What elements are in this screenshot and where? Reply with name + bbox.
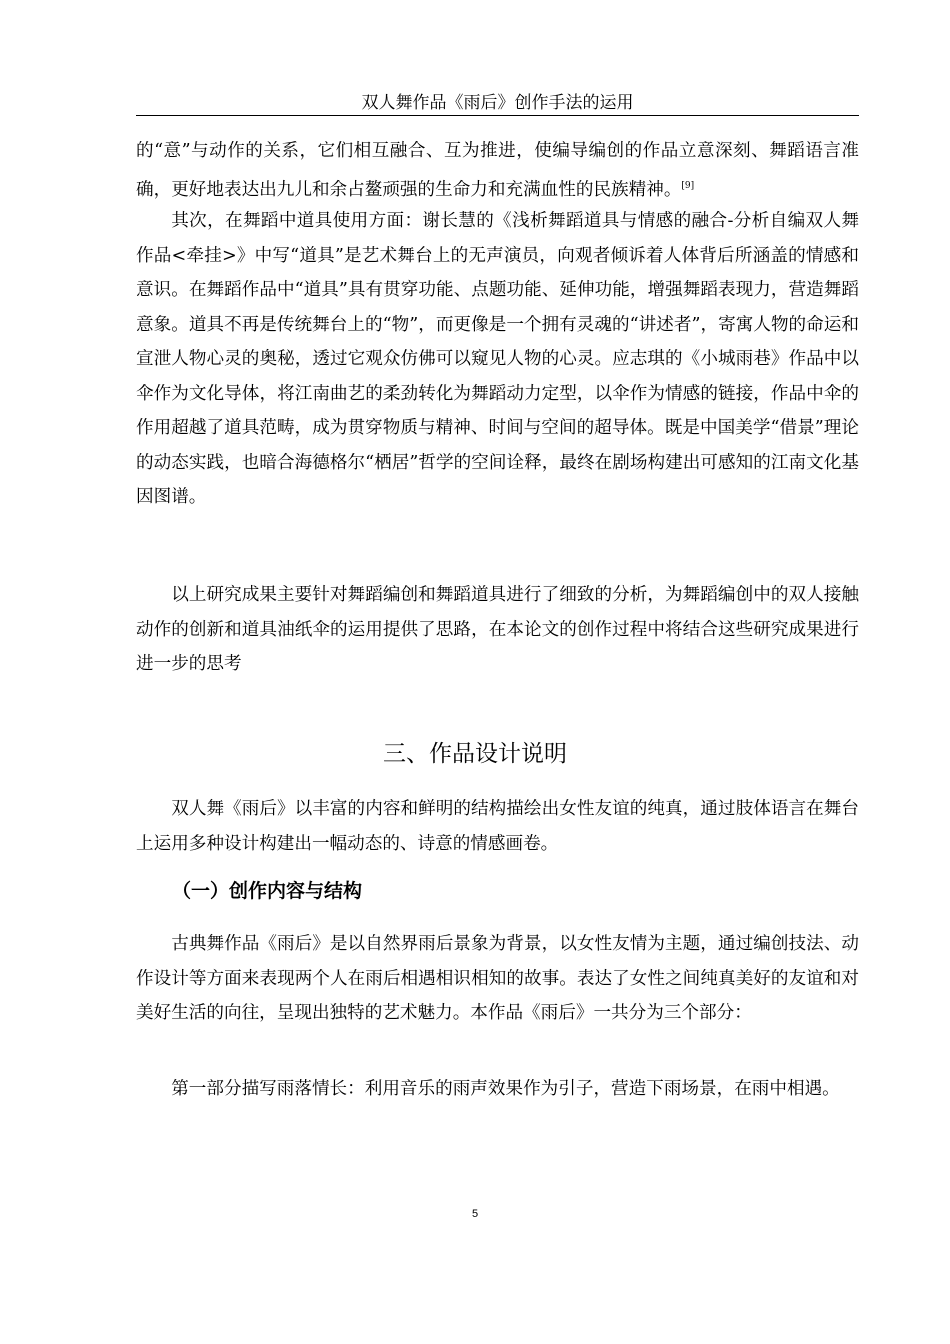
running-header: 双人舞作品《雨后》创作手法的运用 [361,93,634,113]
subsection-heading: （一）创作内容与结构 [172,880,363,902]
paragraph-summary: 以上研究成果主要针对舞蹈编创和舞蹈道具进行了细致的分析，为舞蹈编创中的双人接触动作的创新和道具油纸伞的运用提供了思路，在本论文的创作过程中将结合这些研究成果进行进一步的思考 [136,585,859,674]
paragraph-intro: 双人舞《雨后》以丰富的内容和鲜明的结构描绘出女性友谊的纯真，通过肢体语言在舞台上运用多种设计构建出一幅动态的、诗意的情感画卷。 [136,799,859,854]
paragraph-part-one: 第一部分描写雨落情长：利用音乐的雨声效果作为引子，营造下雨场景，在雨中相遇。 [171,1079,840,1099]
header-divider [136,115,859,116]
section-heading: 三、作品设计说明 [383,741,567,767]
paragraph-content: 古典舞作品《雨后》是以自然界雨后景象为背景，以女性友情为主题，通过编创技法、动作设计等方面来表现两个人在雨后相遇相识相知的故事。表达了女性之间纯真美好的友谊和对美好生活的向往，呈现出独特的艺术魅力。本作品《雨后》一共分为三个部分： [136,934,859,1023]
paragraph-text: 的“意”与动作的关系，它们相互融合、互为推进，使编导编创的作品立意深刻、舞蹈语言准确，更好地表达出九儿和余占鳌顽强的生命力和充满血性的民族精神。 [136,141,859,200]
page-number: 5 [471,1208,479,1220]
paragraph-props: 其次，在舞蹈中道具使用方面：谢长慧的《浅析舞蹈道具与情感的融合-分析自编双人舞作品<牵挂>》中写“道具”是艺术舞台上的无声演员，向观者倾诉着人体背后所涵盖的情感和意识。在舞蹈作品中“道具”具有贯穿功能、点题功能、延伸功能，增强舞蹈表现力，营造舞蹈意象。道具不再是传统舞台上的“物”，而更像是一个拥有灵魂的“讲述者”，寄寓人物的命运和宣泄人物心灵的奥秘，透过它观众仿佛可以窥见人物的心灵。应志琪的《小城雨巷》作品中以伞作为文化导体，将江南曲艺的柔劲转化为舞蹈动力定型，以伞作为情感的链接，作品中伞的作用超越了道具范畴，成为贯穿物质与精神、时间与空间的超导体。既是中国美学“借景”理论的动态实践，也暗合海德格尔“栖居”哲学的空间诠释，最终在剧场构建出可感知的江南文化基因图谱。 [136,211,859,507]
citation-reference: [9] [681,180,695,191]
paragraph-continuation [136,134,859,207]
